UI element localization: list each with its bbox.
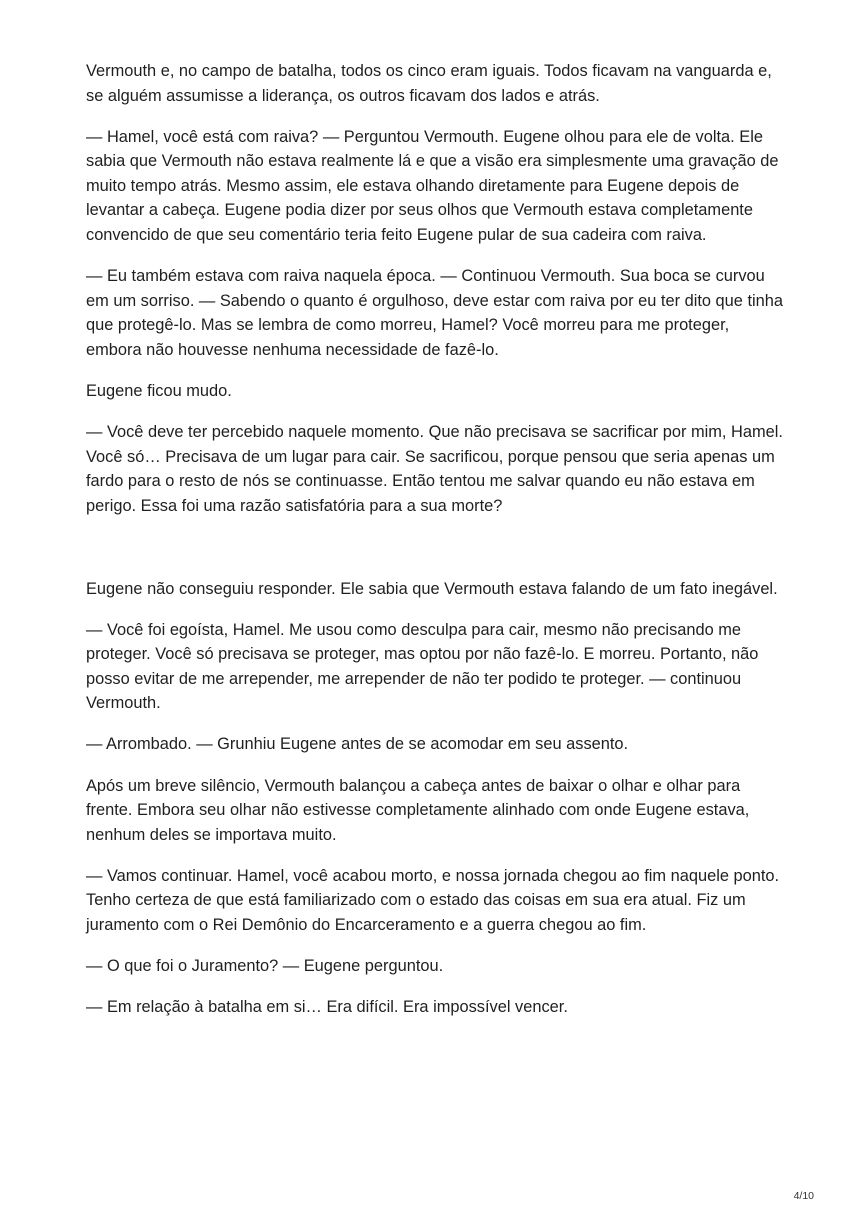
paragraph-gap <box>86 404 786 421</box>
section-break <box>86 519 786 577</box>
paragraph-gap <box>86 108 786 125</box>
paragraph: — Arrombado. — Grunhiu Eugene antes de se acomodar em seu assento. <box>86 735 629 754</box>
document-page <box>86 59 786 1020</box>
paragraph: — Eu também estava com raiva naquela época. — Continuou Vermouth. Sua boca se curvou em um sorriso. — Sabendo o quanto é orgulhoso, deve estar com raiva por eu ter dito que tinha que protegê-lo. Mas se lembra de como morreu, Hamel? Você morreu para me proteger, embora não houvesse nenhuma necessidade de fazê-lo. <box>86 267 784 359</box>
paragraph: Eugene não conseguiu responder. Ele sabia que Vermouth estava falando de um fato inegável. <box>86 579 778 598</box>
paragraph: — O que foi o Juramento? — Eugene perguntou. <box>86 957 444 976</box>
paragraph: Após um breve silêncio, Vermouth balançou a cabeça antes de baixar o olhar e olhar para frente. Embora seu olhar não estivesse completamente alinhado com onde Eugene estava, nenhum deles se importava muito. <box>86 776 750 844</box>
paragraph: Vermouth e, no campo de batalha, todos os cinco eram iguais. Todos ficavam na vanguarda e, se alguém assumisse a liderança, os outros ficavam dos lados e atrás. <box>86 62 772 105</box>
paragraph-gap <box>86 248 786 265</box>
paragraph-gap <box>86 938 786 955</box>
paragraph-gap <box>86 601 786 618</box>
paragraph: — Vamos continuar. Hamel, você acabou morto, e nossa jornada chegou ao fim naquele ponto. Tenho certeza de que está familiarizado com o estado das coisas em sua era atual. Fiz um juramento com o Rei Demônio do Encarceramento e a guerra chegou ao fim. <box>86 866 780 935</box>
paragraph: — Você deve ter percebido naquele momento. Que não precisava se sacrificar por mim, Hamel. Você só… Precisava de um lugar para cair. Se sacrificou, porque pensou que seria apenas um fardo para o resto de nós se continuasse. Então tentou me salvar quando eu não estava em perigo. Essa foi uma razão satisfatória para a sua morte? <box>86 423 783 515</box>
paragraph: — Em relação à batalha em si… Era difícil. Era impossível vencer. <box>86 998 568 1017</box>
page-number: 4/10 <box>793 1190 814 1202</box>
paragraph: Eugene ficou mudo. <box>86 382 232 401</box>
paragraph-gap <box>86 363 786 380</box>
paragraph-gap <box>86 979 786 996</box>
paragraph-gap <box>86 757 786 774</box>
paragraph-gap <box>86 716 786 733</box>
paragraph: — Hamel, você está com raiva? — Perguntou Vermouth. Eugene olhou para ele de volta. Ele sabia que Vermouth não estava realmente lá e que a visão era simplesmente uma gravação de muito tempo atrás. Mesmo assim, ele estava olhando diretamente para Eugene depois de levantar a cabeça. Eugene podia dizer por seus olhos que Vermouth estava completamente convencido de que seu comentário teria feito Eugene pular de sua cadeira com raiva. <box>86 127 779 245</box>
paragraph-gap <box>86 847 786 864</box>
paragraph: — Você foi egoísta, Hamel. Me usou como desculpa para cair, mesmo não precisando me proteger. Você só precisava se proteger, mas optou por não fazê-lo. E morreu. Portanto, não posso evitar de me arrepender, me arrepender de não ter podido te proteger. — continuou Vermouth. <box>86 620 759 713</box>
